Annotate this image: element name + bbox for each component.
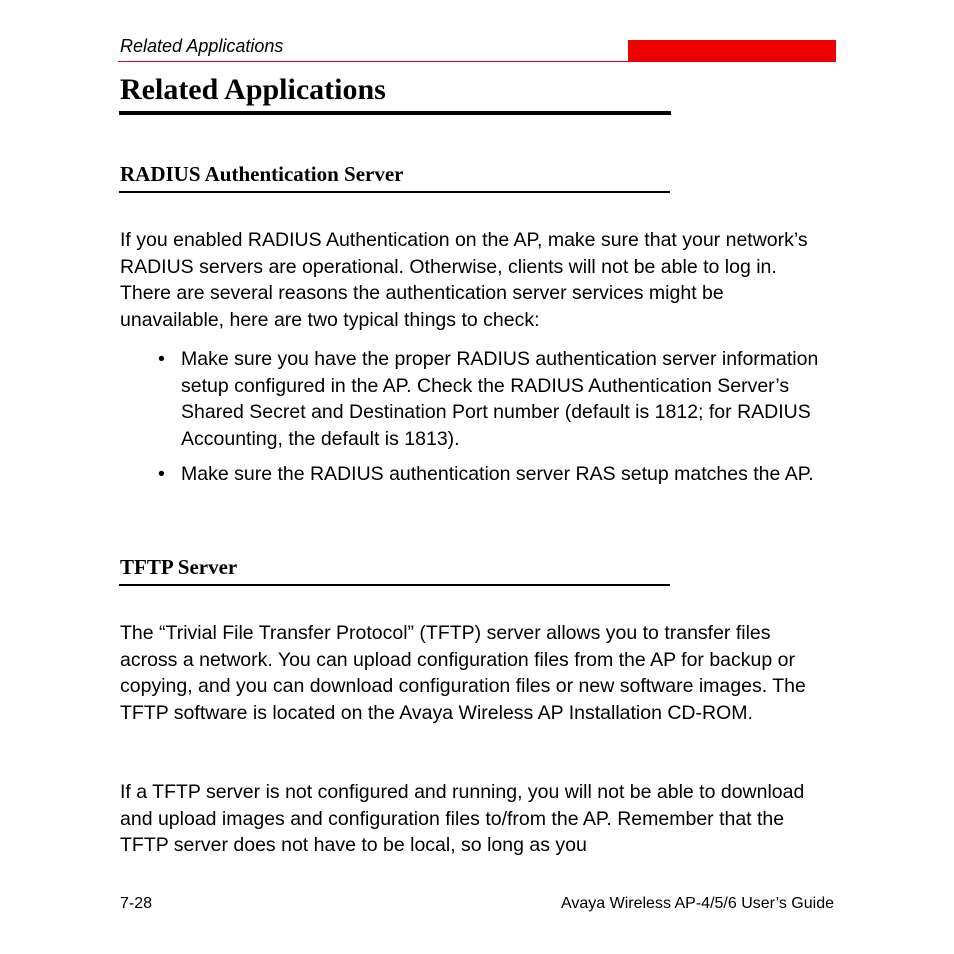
list-item-text: Make sure the RADIUS authentication server RAS setup matches the AP. bbox=[181, 463, 814, 485]
page-number: 7-28 bbox=[120, 895, 153, 912]
section-rule-tftp bbox=[119, 584, 670, 586]
tftp-config-paragraph: If a TFTP server is not configured and running, you will not be able to download and upload images and configuration files to/from the AP. Remember that the TFTP server does not have to be local, so long as you bbox=[120, 781, 805, 856]
section-rule-radius bbox=[119, 191, 670, 193]
section-title-radius: RADIUS Authentication Server bbox=[120, 162, 404, 186]
header-rule bbox=[118, 61, 836, 62]
tftp-intro-paragraph: The “Trivial File Transfer Protocol” (TFTP) server allows you to transfer files across a network. You can upload configuration files from the AP for backup or copying, and you can download configuration files or new software images. The TFTP software is located on the Avaya Wireless AP Installation CD-ROM. bbox=[120, 622, 806, 724]
running-header-title: Related Applications bbox=[120, 36, 284, 56]
header-accent-tab bbox=[628, 40, 836, 61]
radius-intro-paragraph: If you enabled RADIUS Authentication on the AP, make sure that your network’s RADIUS servers are operational. Otherwise, clients will not be able to log in. There are several reasons the authentication server services might be unavailable, here are two typical things to check: bbox=[120, 229, 808, 331]
list-item bbox=[158, 461, 838, 488]
section-title-tftp: TFTP Server bbox=[120, 555, 238, 579]
title-rule bbox=[119, 111, 671, 115]
footer-guide-title: Avaya Wireless AP-4/5/6 User’s Guide bbox=[560, 895, 834, 912]
bullet-icon: • bbox=[158, 463, 165, 485]
list-item-text: Make sure you have the proper RADIUS authentication server information setup configured in the AP. Check the RADIUS Authentication Server’s Shared Secret and Destination Port number (default is 1812; for RADIUS Accounting, the default is 1813). bbox=[181, 348, 819, 450]
page-title: Related Applications bbox=[120, 73, 386, 106]
bullet-icon: • bbox=[158, 348, 165, 370]
list-item bbox=[158, 346, 838, 452]
